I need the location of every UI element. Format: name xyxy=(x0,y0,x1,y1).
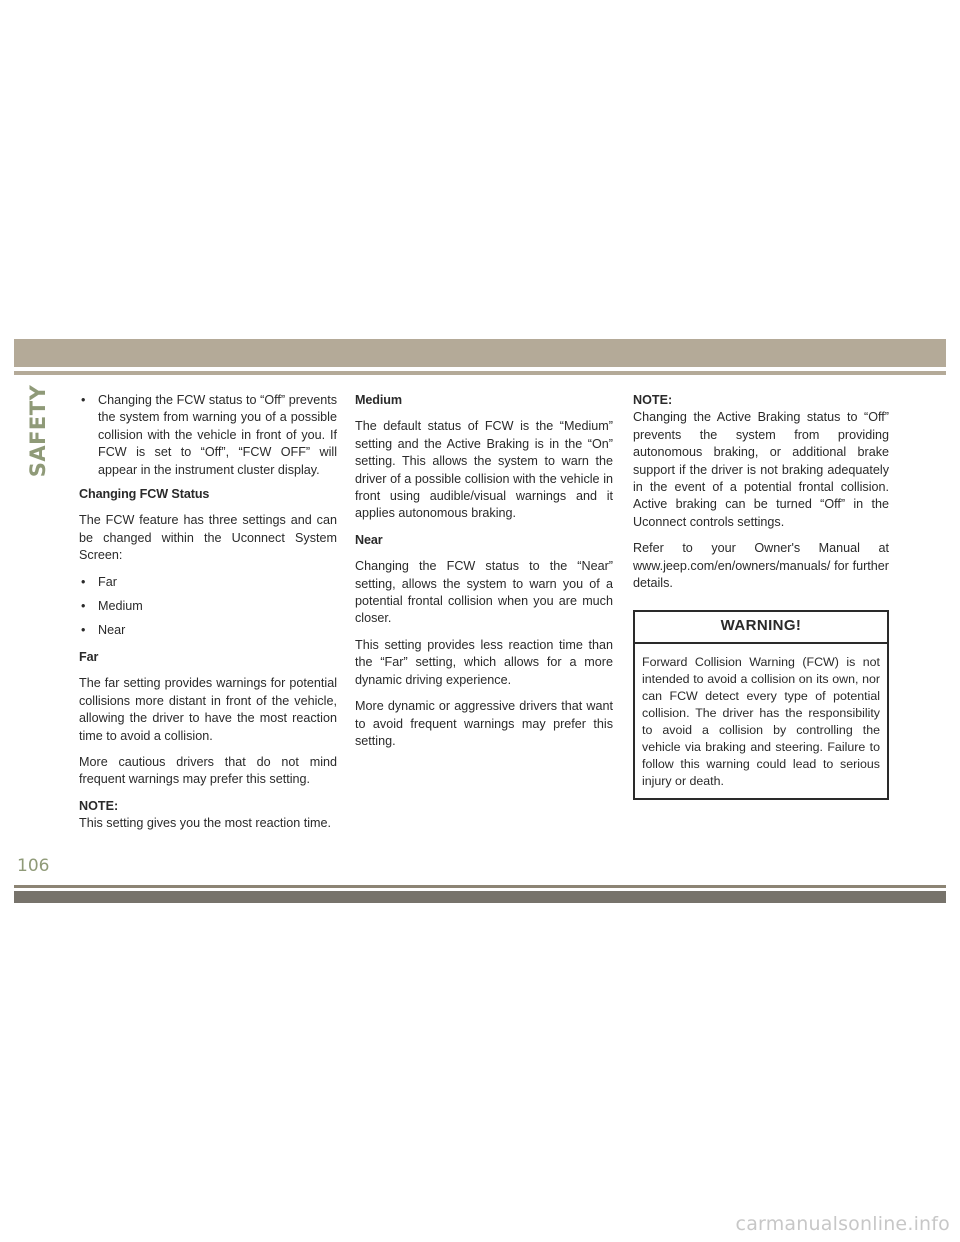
warning-box xyxy=(633,610,889,799)
paragraph-refer: Refer to your Owner's Manual at www.jeep.com/en/owners/manuals/ for further details. xyxy=(633,541,889,591)
list-item-label: Near xyxy=(98,623,126,638)
footer-band xyxy=(14,891,946,903)
paragraph-medium: The default status of FCW is the “Medium” setting and the Active Braking is in the “On” setting. This allows the system to warn the driver of a possible collision with the vehicle in front using audible/visual warnings and it applies autonomous braking. xyxy=(355,419,613,521)
bullet-dot: • xyxy=(81,623,86,638)
footer-rule xyxy=(14,885,946,888)
bullet-fcw-off xyxy=(79,392,337,479)
paragraph-near-2: This setting provides less reaction time than the “Far” setting, which allows for a more dynamic driving experience. xyxy=(355,637,613,687)
section-tab xyxy=(14,384,62,478)
bullet-dot: • xyxy=(81,393,86,407)
header-band xyxy=(14,339,946,367)
note-label: NOTE: xyxy=(633,393,673,407)
column-1 xyxy=(79,392,337,842)
header-rule xyxy=(14,371,946,375)
paragraph-far-2: More cautious drivers that do not mind frequent warnings may prefer this setting. xyxy=(79,754,337,787)
note-text: This setting gives you the most reaction time. xyxy=(79,816,331,831)
warning-text: Forward Collision Warning (FCW) is not intended to avoid a collision on its own, nor can FCW detect every type of potential collision. The driver has the responsibility to avoid a collision by controlling the vehicle via braking and steering. Failure to follow this warning could lead to serious injury or death. xyxy=(642,654,880,788)
page-number: 106 xyxy=(17,856,50,876)
note-text: Changing the Active Braking status to “Off” prevents the system from providing autonomous braking, or additional brake support if the driver is not braking adequately in the event of a potential frontal collision. Active braking can be turned “Off” in the Uconnect controls settings. xyxy=(633,410,889,529)
heading-far: Far xyxy=(79,649,99,664)
heading-changing-fcw-status: Changing FCW Status xyxy=(79,487,210,502)
paragraph-near-1: Changing the FCW status to the “Near” setting, allows the system to warn you of a potential frontal collision when you are much closer. xyxy=(355,559,613,626)
list-item-label: Medium xyxy=(98,599,143,614)
paragraph-settings: The FCW feature has three settings and can be changed within the Uconnect System Screen: xyxy=(79,513,337,563)
list-item-label: Far xyxy=(98,574,117,589)
heading-medium: Medium xyxy=(355,393,402,407)
paragraph-far-1: The far setting provides warnings for potential collisions more distant in front of the vehicle, allowing the driver to have the most reaction time to avoid a collision. xyxy=(79,676,337,743)
warning-title: WARNING! xyxy=(635,612,887,643)
bullet-text: Changing the FCW status to “Off” prevents the system from warning you of a possible collision with the vehicle in front of you. If FCW is set to “Off”, “FCW OFF” will appear in the instrument cluster display. xyxy=(98,393,337,477)
bullet-dot: • xyxy=(81,574,86,589)
bullet-dot: • xyxy=(81,599,86,614)
list-item-medium xyxy=(79,598,337,615)
list-item-far xyxy=(79,574,337,591)
column-3 xyxy=(633,392,889,800)
section-tab-label: SAFETY xyxy=(26,384,50,478)
list-item-near xyxy=(79,622,337,639)
heading-near: Near xyxy=(355,532,383,547)
column-2 xyxy=(355,392,613,759)
paragraph-near-3: More dynamic or aggressive drivers that want to avoid frequent warnings may prefer this setting. xyxy=(355,699,613,748)
watermark: carmanualsonline.info xyxy=(735,1213,950,1235)
note-label: NOTE: xyxy=(79,798,119,813)
